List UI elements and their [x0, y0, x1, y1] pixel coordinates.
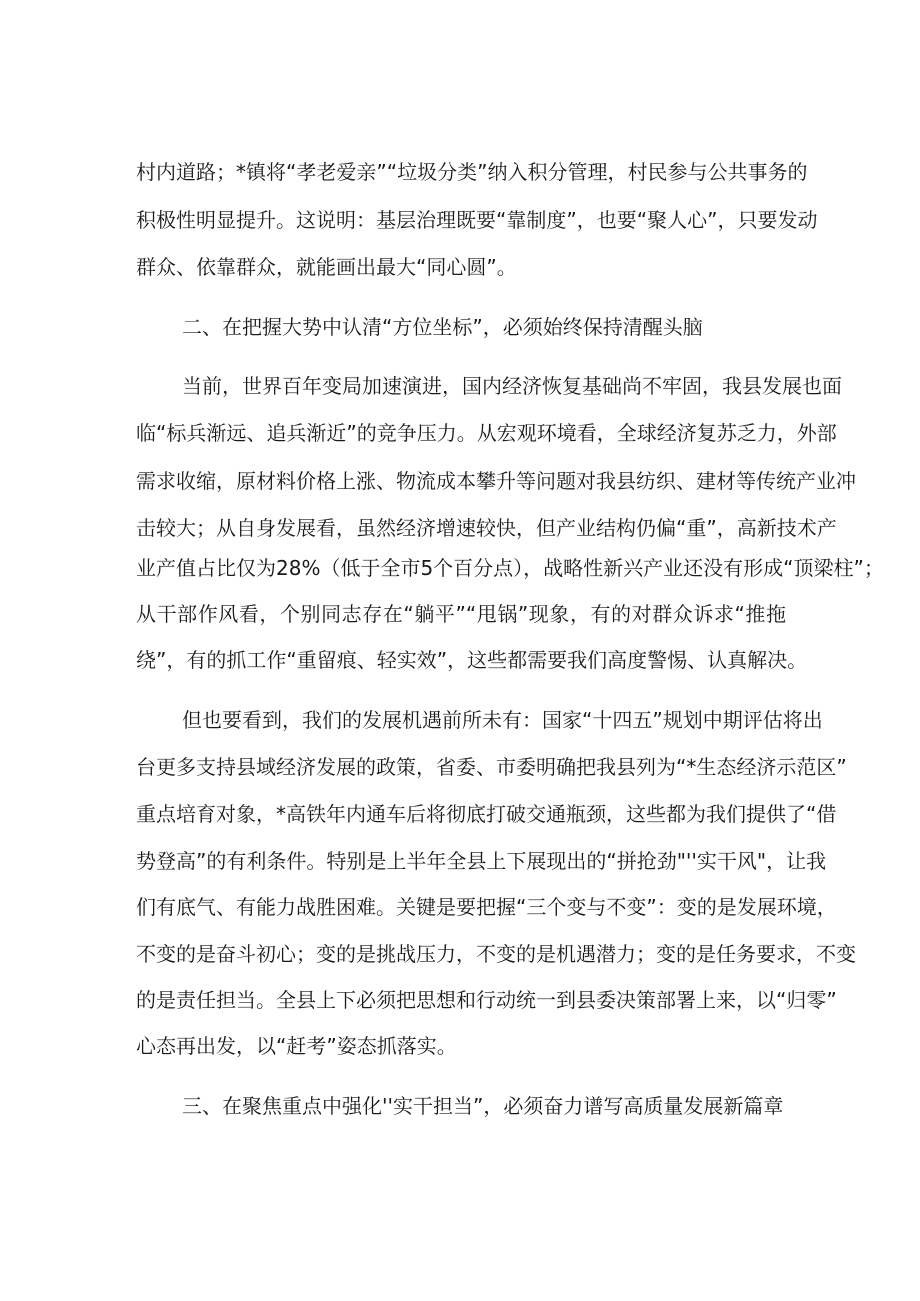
paragraph-line: 们有底气、有能力战胜困难。关键是要把握“三个变与不变”：变的是发展环境，: [136, 895, 837, 919]
paragraph-line: 台更多支持县域经济发展的政策，省委、市委明确把我县列为“*生态经济示范区”: [136, 755, 847, 779]
section-heading-3: 三、在聚焦重点中强化''实干担当”，必须奋力谱写高质量发展新篇章: [182, 1094, 784, 1118]
paragraph-line: 重点培育对象，*高铁年内通车后将彻底打破交通瓶颈，这些都为我们提供了“借: [136, 802, 837, 826]
paragraph-line: 的是责任担当。全县上下必须把思想和行动统一到县委决策部署上来，以“归零”: [136, 988, 837, 1012]
paragraph-line: 积极性明显提升。这说明：基层治理既要“靠制度”，也要“聚人心”，只要发动: [136, 208, 818, 232]
paragraph-line: 不变的是奋斗初心；变的是挑战压力，不变的是机遇潜力；变的是任务要求，不变: [136, 942, 856, 966]
paragraph-line: 心态再出发，以“赶考”姿态抓落实。: [136, 1034, 457, 1058]
paragraph-line: 村内道路；*镇将“孝老爱亲”“垃圾分类”纳入积分管理，村民参与公共事务的: [136, 160, 808, 184]
paragraph-line: 但也要看到，我们的发展机遇前所未有：国家“十四五”规划中期评估将出: [182, 708, 823, 732]
paragraph-line: 业产值占比仅为28%（低于全市5个百分点），战略性新兴产业还没有形成“顶梁柱”；: [136, 556, 884, 580]
section-heading-2: 二、在把握大势中认清“方位坐标”，必须始终保持清醒头脑: [182, 315, 703, 339]
paragraph-line: 从干部作风看，个别同志存在“躺平”“甩锅”现象，有的对群众诉求“推拖: [136, 602, 786, 626]
paragraph-line: 临“标兵渐远、追兵渐近”的竞争压力。从宏观环境看，全球经济复苏乏力，外部: [136, 421, 837, 445]
paragraph-line: 击较大；从自身发展看，虽然经济增速较快，但产业结构仍偏“重”，高新技术产: [136, 516, 837, 540]
paragraph-line: 绕”，有的抓工作“重留痕、轻实效”，这些都需要我们高度警惕、认真解决。: [136, 648, 808, 672]
paragraph-line: 当前，世界百年变局加速演进，国内经济恢复基础尚不牢固，我县发展也面: [182, 374, 842, 398]
paragraph-line: 需求收缩，原材料价格上涨、物流成本攀升等问题对我县纺织、建材等传统产业冲: [136, 469, 856, 493]
paragraph-line: 势登高”的有利条件。特别是上半年全县上下展现出的“拼抢劲"''实干风"，让我: [136, 849, 827, 873]
paragraph-line: 群众、依靠群众，就能画出最大“同心圆”。: [136, 255, 517, 279]
